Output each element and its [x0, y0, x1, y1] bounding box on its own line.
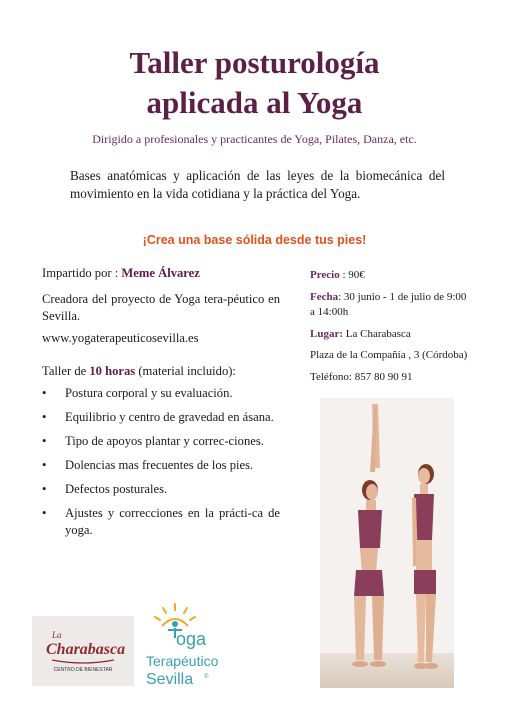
list-item — [42, 385, 280, 402]
yoga-terapeutico-logo — [142, 600, 258, 690]
charabasca-logo-art — [32, 616, 134, 686]
title-line-2: aplicada al Yoga — [146, 85, 363, 120]
course-hours: 10 horas — [89, 364, 136, 378]
bullet-icon: • — [42, 505, 47, 520]
details-column — [310, 268, 470, 391]
terapeutico-line-art: Terapéutico — [146, 653, 219, 669]
list-item — [42, 433, 280, 450]
price-label: Precio — [310, 269, 340, 281]
date-value: : 30 junio - 1 de julio de 9:00 a 14:00h — [310, 290, 467, 318]
svg-text:®: ® — [204, 674, 209, 680]
course-prefix: Taller de — [42, 364, 90, 378]
place-value: La Charabasca — [343, 327, 411, 340]
sevilla-line-art: Sevilla — [146, 671, 194, 688]
title-line-1: Taller posturología — [129, 45, 380, 80]
intro-paragraph: Bases anatómicas y aplicación de las leyes de la biomecánica del movimiento en la vida cotidiana y la práctica del Yoga. — [70, 168, 445, 201]
date — [310, 290, 470, 321]
bullet-icon: • — [42, 457, 47, 472]
course-heading — [42, 363, 280, 381]
course-items-list — [42, 385, 280, 539]
subtitle: Dirigido a profesionales y practicantes de Yoga, Pilates, Danza, etc. — [92, 132, 417, 146]
charabasca-name-art: La — [52, 630, 62, 640]
list-item-text: Tipo de apoyos plantar y correc-ciones. — [65, 433, 264, 448]
price — [310, 268, 470, 284]
instructor-prefix: Impartido por : — [42, 266, 122, 280]
figure-head-icon — [172, 621, 178, 627]
charabasca-logo — [32, 616, 134, 686]
phone: Teléfono: 857 80 90 91 — [310, 370, 413, 383]
price-value: : 90€ — [339, 269, 365, 281]
instructor-name: Meme Álvarez — [121, 266, 200, 280]
list-item-text: Ajustes y correcciones en la prácti-ca de yoga. — [65, 505, 280, 537]
instructor-description: Creadora del proyecto de Yoga tera-péutico en Sevilla. — [42, 291, 280, 323]
yoga-logo-art — [142, 600, 258, 690]
course-suffix: (material incluido): — [135, 364, 236, 378]
list-item-text: Dolencias mas frecuentes de los pies. — [65, 457, 254, 472]
charabasca-tagline-art: CENTRO DE BIENESTAR — [53, 667, 113, 673]
list-item — [42, 409, 280, 426]
list-item-text: Postura corporal y su evaluación. — [65, 385, 233, 400]
bullet-icon: • — [42, 385, 47, 400]
list-item — [42, 505, 280, 539]
page-title — [0, 43, 509, 123]
place-label: Lugar: — [310, 327, 343, 340]
sun-icon — [155, 604, 195, 620]
list-item — [42, 481, 280, 498]
date-label: Fecha — [310, 290, 339, 303]
slogan: ¡Crea una base sólida desde tus pies! — [142, 233, 367, 247]
yoga-photo — [320, 398, 454, 688]
place — [310, 327, 470, 343]
charabasca-name-main: Charabasca — [46, 641, 126, 658]
list-item-text: Defectos posturales. — [65, 481, 168, 496]
list-item — [42, 457, 280, 474]
yoga-line-art: oga — [176, 629, 207, 649]
bullet-icon: • — [42, 433, 47, 448]
list-item-text: Equilibrio y centro de gravedad en ásana. — [65, 409, 274, 424]
instructor-line — [42, 265, 280, 283]
address: Plaza de la Compañía , 3 (Córdoba) — [310, 349, 468, 361]
bullet-icon: • — [42, 481, 47, 496]
website: www.yogaterapeuticosevilla.es — [42, 330, 199, 345]
left-column — [42, 265, 280, 546]
bullet-icon: • — [42, 409, 47, 424]
